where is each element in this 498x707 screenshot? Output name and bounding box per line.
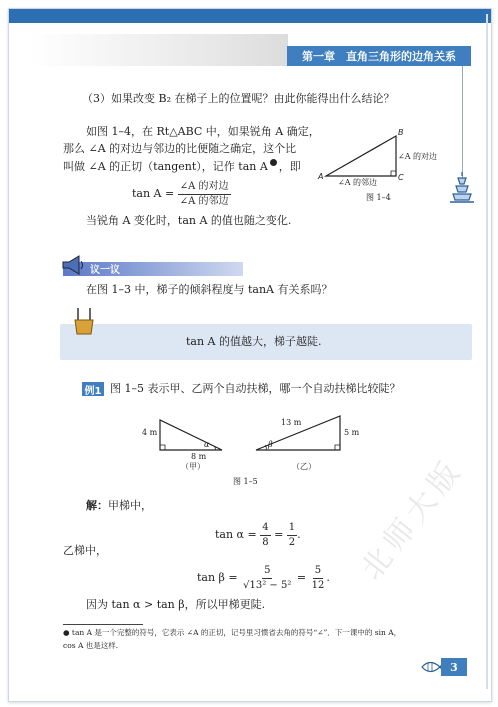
beta-frac2 [310, 564, 327, 592]
beta-frac1 [241, 564, 293, 592]
example-tag: 例1 [82, 382, 104, 396]
fig14-caption: 图 1–4 [366, 193, 391, 202]
alpha-den2: 2 [288, 536, 296, 548]
example-question: 图 1–5 表示甲、乙两个自动扶梯，哪一个自动扶梯比较陡？ [110, 382, 401, 395]
footnote-rule [63, 624, 143, 625]
figure-1-5 [140, 408, 370, 458]
fig15-b-angle: β [268, 440, 273, 449]
fig15-b-name: （乙） [292, 462, 316, 471]
fig15-b-hyp: 13 m [281, 418, 302, 427]
fig15-a-angle: α [204, 440, 210, 449]
fig15-a-height: 4 m [142, 428, 158, 437]
solution-line2: 乙梯中， [63, 544, 107, 557]
beta-den1: √13² − 5² [243, 579, 292, 591]
footnote-line2: cos A 也是这样. [63, 641, 119, 650]
beta-num1: 5 [262, 564, 272, 579]
fig15-a-base: 8 m [191, 452, 207, 461]
page-number: 3 [441, 658, 467, 676]
right-rule [486, 14, 488, 689]
header-band [30, 34, 288, 66]
watermark: 北师大版 [354, 451, 471, 587]
formula-denominator: ∠A 的邻边 [179, 195, 229, 207]
tan-alpha-formula: tan α = $\frac{4}{8}$ = $\frac{1}{2}$ . [215, 522, 301, 548]
solution-conclusion: 因为 tan α > tan β，所以甲梯更陡. [86, 598, 266, 611]
top-rule [9, 9, 491, 23]
formula-fraction [178, 180, 231, 208]
discuss-answer: tan A 的值越大，梯子越陡. [186, 335, 322, 348]
alpha-num2: 1 [287, 521, 297, 536]
fig14-label-C: C [398, 173, 404, 182]
solution-label: 解： [86, 499, 108, 512]
def-line2: 那么 ∠A 的对边与邻边的比便随之确定，这个比 [63, 142, 297, 155]
footnote-marker [270, 159, 277, 166]
formula-numerator: ∠A 的对边 [178, 180, 231, 195]
tan-definition-formula [132, 180, 231, 208]
def-line3-tail: ，即 [278, 160, 301, 173]
discuss-label: 议一议 [90, 265, 120, 276]
fig15-caption: 图 1–5 [233, 477, 258, 486]
beta-lhs: tan β = [197, 571, 238, 584]
figure-1-4 [316, 128, 466, 208]
discuss-question: 在图 1–3 中，梯子的倾斜程度与 tanA 有关系吗？ [86, 283, 333, 296]
solution-text1: 甲梯中， [108, 499, 152, 512]
alpha-frac1 [260, 521, 270, 549]
megaphone-icon [60, 254, 86, 276]
def-line1: 如图 1–4，在 Rt△ABC 中，如果锐角 A 确定， [86, 125, 320, 138]
beta-num2: 5 [313, 564, 323, 579]
alpha-frac2 [287, 521, 297, 549]
fig15-b-height: 5 m [344, 428, 360, 437]
formula-lhs: tan A = [132, 187, 175, 200]
fig14-label-B: B [398, 128, 404, 137]
fig14-label-A: A [318, 172, 324, 181]
fig15-a-name: （甲） [181, 462, 205, 471]
section3-question: （3）如果改变 B₂ 在梯子上的位置呢？由此你能得出什么结论？ [82, 92, 395, 105]
tan-beta-formula: tan β = $\frac{5}{\text{√13² − 5²}}$ = $\frac{5}{12}$ . [197, 565, 330, 591]
footnote-line1: ● tan A 是一个完整的符号，它表示 ∠A 的正切，记号里习惯省去角的符号“∠”．下一课中的 sin A， [63, 628, 402, 637]
beta-den2: 12 [311, 579, 325, 591]
fig14-adjacent: ∠A 的邻边 [338, 178, 378, 187]
alpha-num1: 4 [260, 521, 270, 536]
def-line3-text: 叫做 ∠A 的正切（tangent），记作 tan A [63, 160, 268, 173]
fig14-opposite: ∠A 的对边 [398, 152, 438, 161]
binder-clip-icon [73, 306, 95, 336]
def-line3 [63, 159, 301, 175]
alpha-lhs: tan α = [215, 528, 257, 541]
chapter-title: 第一章 直角三角形的边角关系 [287, 46, 471, 66]
solution-line1 [86, 499, 152, 514]
alpha-den1: 8 [262, 536, 269, 548]
def-line4: 当锐角 A 变化时，tan A 的值也随之变化. [86, 214, 292, 227]
